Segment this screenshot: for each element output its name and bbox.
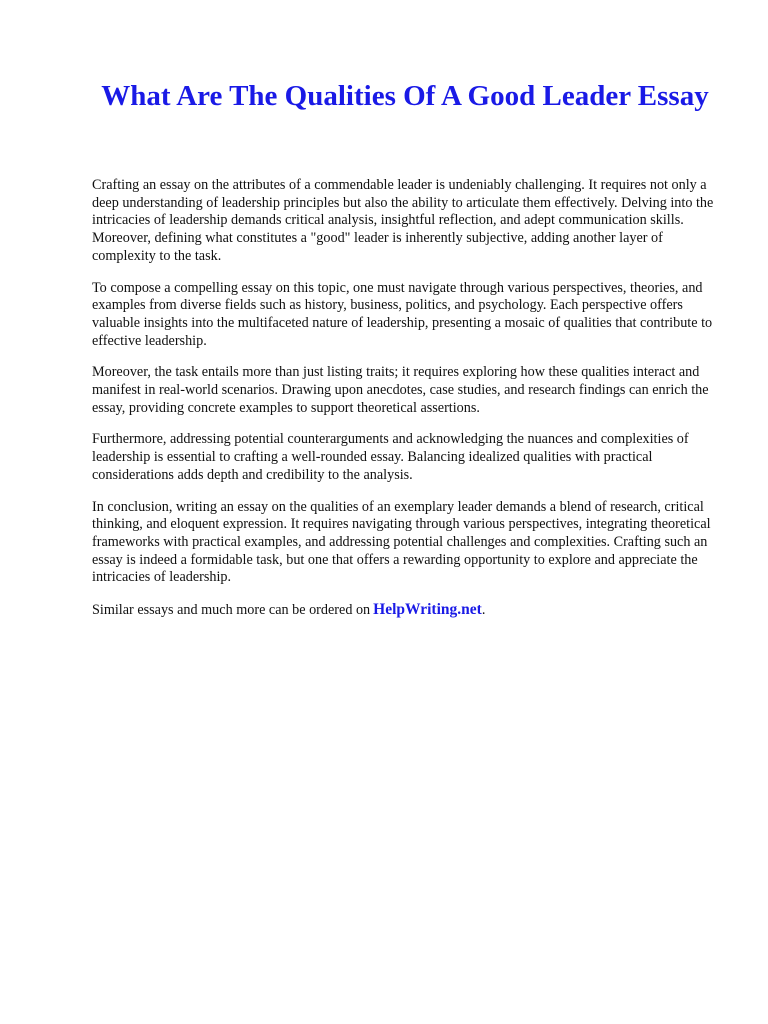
footer-suffix: . [481,602,486,619]
page-title: What Are The Qualities Of A Good Leader Essay [101,80,709,112]
footer-prefix: Similar essays and much more can be ordered on [92,602,371,619]
paragraph-1: Crafting an essay on the attributes of a commendable leader is undeniably challenging. It requires not only a deep understanding of leadership principles but also the ability to articulate them effectively. Delving into the intricacies of leadership demands critical analysis, insightful reflection, and adept communication skills. Moreover, defining what constitutes a "good" leader is inherently subjective, adding another layer of complexity to the task. [92,177,714,264]
essay-body [92,177,726,620]
footer-line [92,601,726,620]
paragraph-5: In conclusion, writing an essay on the qualities of an exemplary leader demands a blend of research, critical thinking, and eloquent expression. It requires navigating through various perspectives, integrating theoretical frameworks with practical examples, and addressing potential challenges and complexities. Crafting such an essay is indeed a formidable task, but one that offers a rewarding opportunity to explore and appreciate the intricacies of leadership. [92,498,711,586]
paragraph-4: Furthermore, addressing potential counterarguments and acknowledging the nuances and complexities of leadership is essential to crafting a well-rounded essay. Balancing idealized qualities with practical considerations adds depth and credibility to the analysis. [92,431,689,483]
helpwriting-link[interactable]: HelpWriting.net [373,601,482,619]
paragraph-3: Moreover, the task entails more than just listing traits; it requires exploring how these qualities interact and manifest in real-world scenarios. Drawing upon anecdotes, case studies, and research findings can enrich the essay, providing concrete examples to support theoretical assertions. [92,364,709,416]
paragraph-2: To compose a compelling essay on this topic, one must navigate through various perspectives, theories, and examples from diverse fields such as history, business, politics, and psychology. Each perspective offers valuable insights into the multifaceted nature of leadership, presenting a mosaic of qualities that contribute to effective leadership. [92,279,713,349]
